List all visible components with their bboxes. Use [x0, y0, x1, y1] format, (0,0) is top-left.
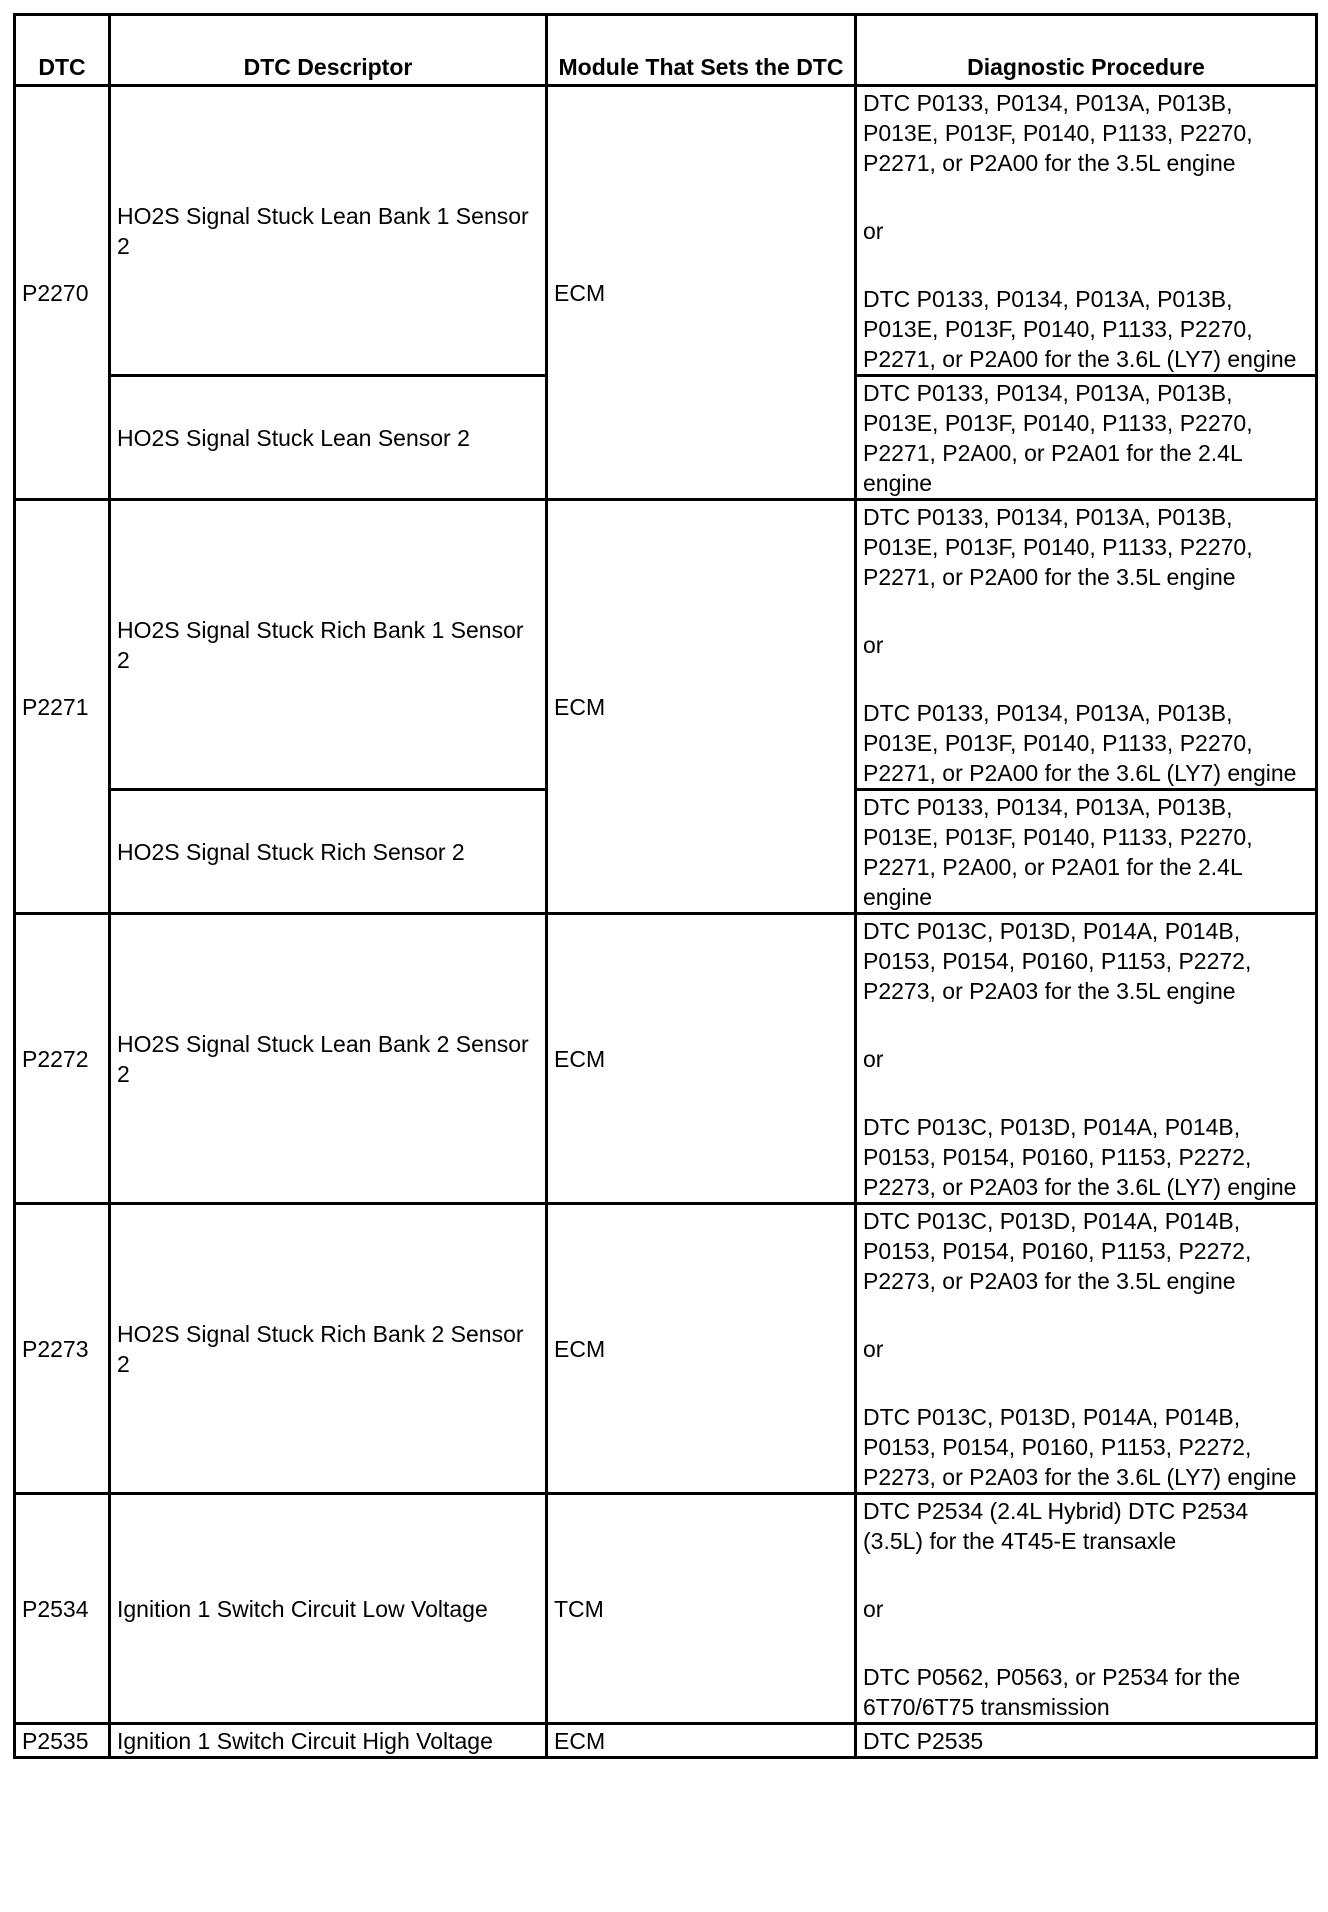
- paragraph-gap: [863, 592, 1309, 630]
- procedure-paragraph: DTC P0133, P0134, P013A, P013B, P013E, P013F, P0140, P1133, P2270, P2271, or P2A00 for the 3.5L engine: [863, 90, 1253, 176]
- dtc-code-cell: P2271: [16, 501, 111, 915]
- diagnostic-procedure-cell: [857, 915, 1318, 1205]
- dtc-descriptor-cell: Ignition 1 Switch Circuit Low Voltage: [111, 1495, 548, 1725]
- diagnostic-procedure-cell: [857, 87, 1318, 377]
- header-dtc: DTC: [16, 16, 111, 87]
- header-row: [16, 16, 1318, 87]
- table-row: [16, 1495, 1318, 1725]
- procedure-paragraph: DTC P013C, P013D, P014A, P014B, P0153, P0154, P0160, P1153, P2272, P2273, or P2A03 for the 3.6L (LY7) engine: [863, 1404, 1297, 1490]
- module-cell: TCM: [548, 1495, 857, 1725]
- procedure-paragraph: or: [863, 218, 884, 244]
- table-row: [16, 915, 1318, 1205]
- table-row: [16, 501, 1318, 791]
- procedure-paragraph: DTC P0562, P0563, or P2534 for the 6T70/6T75 transmission: [863, 1664, 1241, 1720]
- diagnostic-procedure-cell: [857, 1205, 1318, 1495]
- dtc-descriptor-cell: HO2S Signal Stuck Lean Bank 2 Sensor 2: [111, 915, 548, 1205]
- procedure-paragraph: or: [863, 1336, 884, 1362]
- dtc-code-cell: P2535: [16, 1725, 111, 1759]
- paragraph-gap: [863, 660, 1309, 698]
- procedure-paragraph: or: [863, 632, 884, 658]
- dtc-descriptor-cell: HO2S Signal Stuck Lean Bank 1 Sensor 2: [111, 87, 548, 377]
- procedure-paragraph: or: [863, 1046, 884, 1072]
- table-body: [16, 87, 1318, 1759]
- dtc-descriptor-cell: HO2S Signal Stuck Lean Sensor 2: [111, 377, 548, 501]
- procedure-paragraph: DTC P013C, P013D, P014A, P014B, P0153, P0154, P0160, P1153, P2272, P2273, or P2A03 for the 3.5L engine: [863, 1208, 1252, 1294]
- dtc-descriptor-cell: HO2S Signal Stuck Rich Sensor 2: [111, 791, 548, 915]
- dtc-code-cell: P2270: [16, 87, 111, 501]
- diagnostic-procedure-cell: [857, 501, 1318, 791]
- header-module: Module That Sets the DTC: [548, 16, 857, 87]
- procedure-paragraph: DTC P013C, P013D, P014A, P014B, P0153, P0154, P0160, P1153, P2272, P2273, or P2A03 for the 3.6L (LY7) engine: [863, 1114, 1297, 1200]
- dtc-code-cell: P2534: [16, 1495, 111, 1725]
- procedure-paragraph: DTC P2535: [863, 1728, 984, 1754]
- table-row: [16, 1725, 1318, 1759]
- paragraph-gap: [863, 178, 1309, 216]
- dtc-code-cell: P2273: [16, 1205, 111, 1495]
- dtc-code-cell: P2272: [16, 915, 111, 1205]
- diagnostic-procedure-cell: [857, 377, 1318, 501]
- dtc-descriptor-cell: HO2S Signal Stuck Rich Bank 1 Sensor 2: [111, 501, 548, 791]
- module-cell: ECM: [548, 1725, 857, 1759]
- paragraph-gap: [863, 1006, 1309, 1044]
- module-cell: ECM: [548, 1205, 857, 1495]
- procedure-paragraph: DTC P0133, P0134, P013A, P013B, P013E, P013F, P0140, P1133, P2270, P2271, or P2A00 for the 3.6L (LY7) engine: [863, 286, 1297, 372]
- dtc-descriptor-cell: HO2S Signal Stuck Rich Bank 2 Sensor 2: [111, 1205, 548, 1495]
- paragraph-gap: [863, 1556, 1309, 1594]
- paragraph-gap: [863, 246, 1309, 284]
- procedure-paragraph: DTC P0133, P0134, P013A, P013B, P013E, P013F, P0140, P1133, P2270, P2271, P2A00, or P2A01 for the 2.4L engine: [863, 794, 1253, 910]
- procedure-paragraph: DTC P2534 (2.4L Hybrid) DTC P2534 (3.5L) for the 4T45-E transaxle: [863, 1498, 1249, 1554]
- table-row: [16, 1205, 1318, 1495]
- procedure-paragraph: DTC P013C, P013D, P014A, P014B, P0153, P0154, P0160, P1153, P2272, P2273, or P2A03 for the 3.5L engine: [863, 918, 1252, 1004]
- dtc-descriptor-cell: Ignition 1 Switch Circuit High Voltage: [111, 1725, 548, 1759]
- paragraph-gap: [863, 1296, 1309, 1334]
- module-cell: ECM: [548, 501, 857, 915]
- header-procedure: Diagnostic Procedure: [857, 16, 1318, 87]
- module-cell: ECM: [548, 87, 857, 501]
- dtc-table: [13, 13, 1318, 1759]
- procedure-paragraph: DTC P0133, P0134, P013A, P013B, P013E, P013F, P0140, P1133, P2270, P2271, or P2A00 for the 3.5L engine: [863, 504, 1253, 590]
- diagnostic-procedure-cell: [857, 791, 1318, 915]
- procedure-paragraph: DTC P0133, P0134, P013A, P013B, P013E, P013F, P0140, P1133, P2270, P2271, P2A00, or P2A01 for the 2.4L engine: [863, 380, 1253, 496]
- diagnostic-procedure-cell: [857, 1725, 1318, 1759]
- paragraph-gap: [863, 1074, 1309, 1112]
- module-cell: ECM: [548, 915, 857, 1205]
- table-row: [16, 87, 1318, 377]
- procedure-paragraph: DTC P0133, P0134, P013A, P013B, P013E, P013F, P0140, P1133, P2270, P2271, or P2A00 for the 3.6L (LY7) engine: [863, 700, 1297, 786]
- procedure-paragraph: or: [863, 1596, 884, 1622]
- paragraph-gap: [863, 1364, 1309, 1402]
- paragraph-gap: [863, 1624, 1309, 1662]
- header-descriptor: DTC Descriptor: [111, 16, 548, 87]
- diagnostic-procedure-cell: [857, 1495, 1318, 1725]
